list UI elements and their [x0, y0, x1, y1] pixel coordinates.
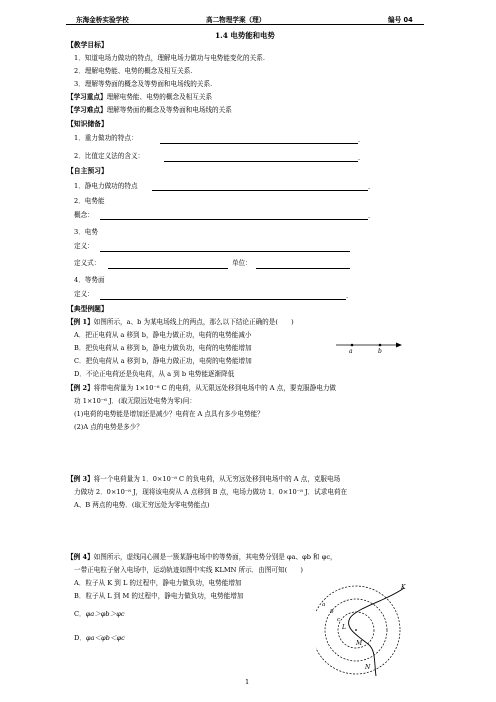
example-3-text: 将一个电荷量为 1．0×10⁻⁸ C 的负电荷，从无穷远处移到电场中的 A 点，克服电场 [93, 475, 341, 483]
prep-heading: 【知识储备】 [67, 120, 108, 128]
example-2-label: 【例 2】 [67, 384, 94, 392]
difficulty-text: 理解等势面的概念及等势面和电场线的关系 [106, 106, 232, 114]
school-name: 东海金桥实验学校 [76, 16, 129, 24]
preview-concept: 概念： [74, 211, 94, 219]
page-number: 1 [245, 678, 250, 686]
example-3-label: 【例 3】 [67, 475, 94, 483]
example-2-text-cont: 功 1×10⁻⁶ J．(取无限远处电势为零)问： [74, 397, 196, 405]
preview-formula: 定义式： [74, 259, 101, 267]
doc-number: 编号 04 [388, 16, 413, 24]
objectives-heading: 【教学目标】 [67, 41, 108, 49]
example-4-label: 【例 4】 [67, 553, 94, 561]
example-1-option: D．不论正电荷还是负电荷，从 a 到 b 电势能逐渐降低 [74, 370, 235, 378]
example-2-text: 将带电荷量为 1×10⁻⁸ C 的电荷，从无限远处移到电场中的 A 点，要克服静电力做 [93, 384, 337, 392]
example-1-option: C．把负电荷从 a 移到 b，静电力做正功，电荷的电势能增加 [74, 357, 252, 365]
example-4-option-d: φa＜φb＜φc [85, 634, 125, 642]
objective-item: 2．理解电势能、电势的概念及相互关系. [74, 67, 193, 75]
prep-question-2: 2．比值定义法的含义： [74, 152, 145, 160]
answer-line [164, 161, 358, 162]
example-3-text-cont: A、B 两点的电势．(取无穷远处为零电势能点) [74, 501, 210, 509]
preview-heading: 【自主预习】 [67, 167, 108, 175]
example-4-option-c: φa＞φb＞φc [85, 610, 125, 618]
example-2-question-1: (1)电荷的电势能是增加还是减少？电荷在 A 点具有多少电势能？ [74, 410, 264, 418]
example-1-label: 【例 1】 [67, 318, 94, 326]
example-4-option: A．粒子从 K 到 L 的过程中，静电力做负功，电势能增加 [74, 579, 242, 587]
preview-question-3: 3．电势 [74, 228, 98, 236]
preview-unit: 单位： [232, 259, 252, 267]
equipotential-figure [316, 578, 418, 678]
answer-line [100, 251, 350, 252]
key-point-text: 理解电势能、电势的概念及相互关系 [106, 93, 213, 101]
fig-label-b: b [330, 609, 334, 615]
difficulty-label: 【学习难点】 [67, 106, 107, 114]
example-4-option-d-label: D． [74, 634, 86, 642]
example-4-text: 如图所示，虚线同心圆是一簇某静电场中的等势面，其电势分别是 φa、φb 和 φc， [93, 553, 337, 561]
example-4-option: B．粒子从 L 到 M 的过程中，静电力做负功，电势能增加 [74, 592, 244, 600]
answer-line [108, 268, 228, 269]
fig-label-l: L [342, 624, 346, 631]
page-title: 1.4 电势能和电势 [215, 31, 275, 40]
fig-label-n: N [365, 664, 371, 671]
examples-heading: 【典型例题】 [67, 305, 108, 313]
answer-line [100, 219, 368, 220]
preview-equipotential-def: 定义： [74, 290, 94, 298]
point-a-label: a [349, 348, 353, 355]
example-4-text-cont: 一带正电粒子射入电场中，运动轨迹如图中实线 KLMN 所示．由图可知( ) [74, 566, 303, 574]
example-1-text: 如图所示，a、b 为某电场线上的两点，那么以下结论正确的是( ) [93, 318, 294, 326]
fig-label-c: c [337, 617, 341, 623]
field-line-figure [334, 336, 406, 358]
example-2-question-2: (2)A 点的电势是多少？ [74, 423, 143, 431]
answer-line [152, 190, 368, 191]
preview-question-4: 4．等势面 [74, 276, 105, 284]
example-4-option-c-label: C． [74, 610, 86, 618]
point-b-label: b [378, 348, 382, 355]
objective-item: 3．理解等势面的概念及等势面和电场线的关系. [74, 80, 213, 88]
header-rule [66, 24, 424, 25]
key-point-label: 【学习重点】 [67, 93, 107, 101]
objective-item: 1．知道电场力做功的特点，理解电场力做功与电势能变化的关系. [74, 54, 265, 62]
preview-question-2: 2．电势能 [74, 197, 105, 205]
example-1-option: B．把负电荷从 a 移到 b，静电力做负功，电荷的电势能增加 [74, 344, 252, 352]
answer-line [100, 299, 346, 300]
fig-label-m: M [356, 640, 363, 647]
answer-line [256, 268, 350, 269]
preview-question-1: 1．静电力做功的特点 [74, 182, 138, 190]
fig-label-a: a [322, 602, 326, 608]
subject-label: 高二物理学案（理） [206, 16, 266, 24]
prep-question-1: 1．重力做功的特点： [74, 134, 138, 142]
example-3-text-cont: 力做功 2．0×10⁻⁸ J，现将该电荷从 A 点移到 B 点，电场力做功 1．0×10⁻⁸ J．试求电荷在 [74, 488, 348, 496]
fig-label-k: K [401, 584, 406, 591]
answer-line [160, 143, 358, 144]
example-1-option: A．把正电荷从 a 移到 b，静电力做正功，电荷的电势能减小 [74, 331, 252, 339]
preview-definition: 定义： [74, 242, 94, 250]
